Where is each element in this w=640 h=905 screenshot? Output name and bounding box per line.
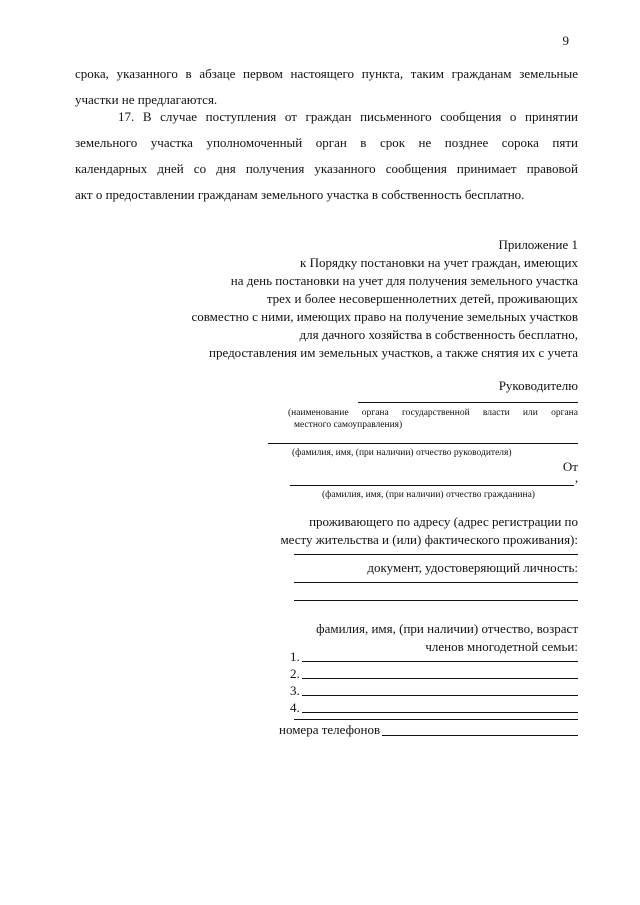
citizen-name-field[interactable] (290, 485, 574, 486)
phones-label: номера телефонов (279, 722, 381, 737)
member-number: 3. (290, 683, 300, 698)
appendix-line: на день постановки на учет для получения земельного участка (230, 273, 578, 288)
paragraph-line: срока, указанного в абзаце первом настоящего пункта, таким гражданам земельные (75, 66, 578, 81)
appendix-line: к Порядку постановки на учет граждан, имеющих (300, 255, 578, 270)
appendix-line: предоставления им земельных участков, а также снятия их с учета (209, 345, 578, 360)
appendix-line: трех и более несовершеннолетних детей, проживающих (266, 291, 578, 306)
appendix-line: совместно с ними, имеющих право на получение земельных участков (191, 309, 578, 324)
address-label: месту жительства и (или) фактического проживания): (280, 532, 578, 547)
address-field[interactable] (294, 554, 578, 555)
member-number: 1. (290, 649, 300, 664)
appendix-line: для дачного хозяйства в собственность бесплатно, (299, 327, 578, 342)
id-document-field[interactable] (294, 582, 578, 583)
address-label: проживающего по адресу (адрес регистрации по (309, 514, 578, 529)
phones-field[interactable] (382, 735, 578, 736)
head-name-caption: (фамилия, имя, (при наличии) отчество руководителя) (292, 448, 512, 458)
org-caption: местного самоуправления) (294, 420, 403, 430)
family-label: фамилия, имя, (при наличии) отчество, возраст (316, 621, 578, 636)
citizen-caption: (фамилия, имя, (при наличии) отчество гражданина) (322, 490, 535, 500)
paragraph-line: 17. В случае поступления от граждан письменного сообщения о принятии (118, 109, 578, 124)
member-number: 2. (290, 666, 300, 681)
family-label: членов многодетной семьи: (425, 639, 578, 654)
from-label: От (562, 459, 578, 474)
comma: , (575, 470, 579, 485)
appendix-title: Приложение 1 (498, 237, 578, 252)
head-name-field[interactable] (268, 443, 578, 444)
member-field[interactable] (302, 661, 578, 662)
paragraph-line: календарных дней со дня получения указанного сообщения принимает правовой (75, 161, 578, 176)
page-number: 9 (562, 33, 569, 48)
org-caption: (наименование органа государственной власти или органа (288, 408, 578, 418)
member-field[interactable] (302, 712, 578, 713)
id-document-field[interactable] (294, 600, 578, 601)
org-name-field[interactable] (358, 402, 578, 403)
member-field[interactable] (302, 678, 578, 679)
member-number: 4. (290, 700, 300, 715)
extra-field[interactable] (294, 719, 578, 720)
paragraph-line: участки не предлагаются. (75, 92, 218, 107)
member-field[interactable] (302, 695, 578, 696)
paragraph-line: земельного участка уполномоченный орган в срок не позднее сорока пяти (75, 135, 578, 150)
to-head-label: Руководителю (498, 378, 578, 393)
id-document-label: документ, удостоверяющий личность: (367, 560, 578, 575)
paragraph-line: акт о предоставлении гражданам земельного участка в собственность бесплатно. (75, 187, 525, 202)
